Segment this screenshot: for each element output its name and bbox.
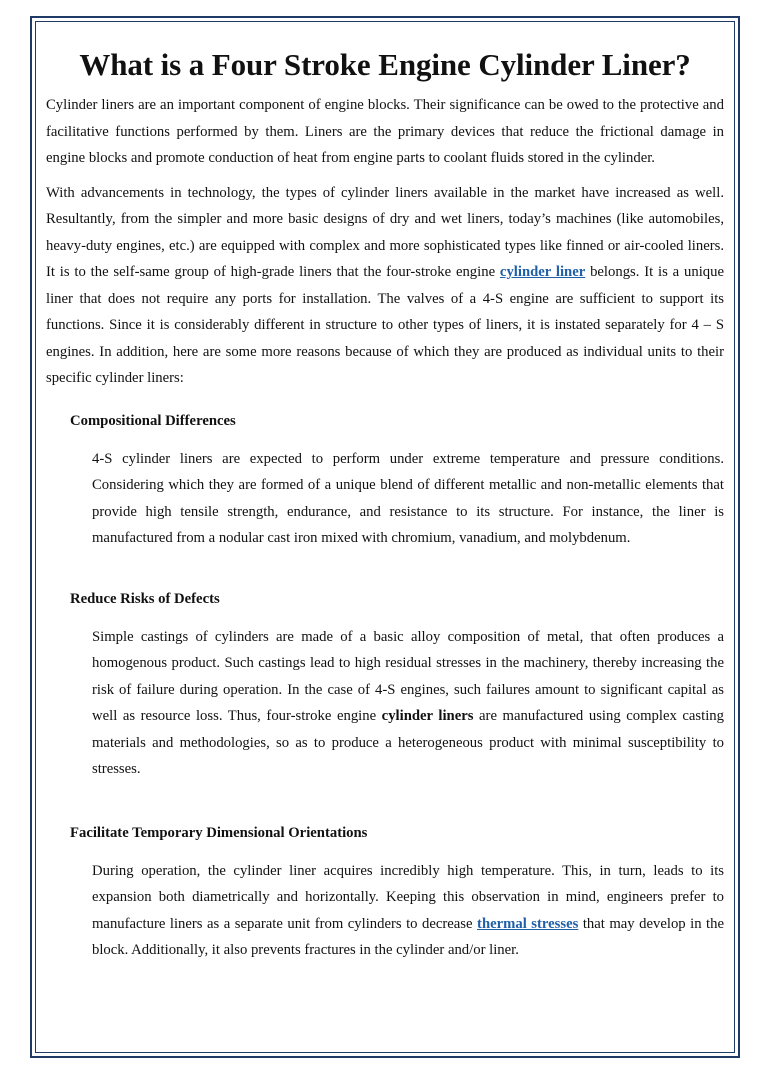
section-reduce-risks [70, 586, 724, 783]
section-dimensional-orientations [70, 820, 724, 964]
section-body [92, 858, 724, 964]
document-body [46, 44, 724, 964]
section-body-text-a: Simple castings of cylinders are made of a basic alloy composition of metal, that often produces a homogenous product. Such castings lead to high residual stresses in the machinery, thereby increasing the risk of failure during operation. In the case of 4-S engines, such failures amount to significant capital as well as resource loss. Thus, four-stroke engine [92, 628, 724, 724]
intro-paragraph-2-text-b: belongs. It is a unique liner that does not require any ports for installation. The valves of a 4-S engine are sufficient to support its functions. Since it is considerably different in structure to other types of liners, it is instated separately for 4 – S engines. In addition, here are some more reasons because of which they are produced as individual units to their specific cylinder liners: [46, 264, 724, 386]
section-body [92, 624, 724, 783]
section-body-text-a: During operation, the cylinder liner acquires incredibly high temperature. This, in turn, leads to its expansion both diametrically and horizontally. Keeping this observation in mind, engineers prefer to manufacture liners as a separate unit from cylinders to decrease [92, 862, 724, 932]
section-body-text-b: that may develop in the block. Additionally, it also prevents fractures in the cylinder and/or liner. [92, 915, 724, 958]
section-compositional-differences [70, 408, 724, 552]
section-heading: Reduce Risks of Defects [70, 590, 220, 607]
intro-paragraph-1: Cylinder liners are an important component of engine blocks. Their significance can be owed to the protective and facilitative functions performed by them. Liners are the primary devices that reduce the frictional damage in engine blocks and promote conduction of heat from engine parts to coolant fluids stored in the cylinder. [46, 97, 724, 166]
section-heading: Facilitate Temporary Dimensional Orientations [70, 824, 368, 841]
intro-paragraph-2 [46, 180, 724, 392]
page-title: What is a Four Stroke Engine Cylinder Liner? [79, 47, 691, 82]
intro-paragraph-2-text-a: With advancements in technology, the types of cylinder liners available in the market have increased as well. Resultantly, from the simpler and more basic designs of dry and wet liners, today’s machines (like automobiles, heavy-duty engines, etc.) are equipped with complex and more sophisticated types like finned or air-cooled liners. It is to the self-same group of high-grade liners that the four-stroke engine [46, 184, 724, 280]
section-body-text-b: are manufactured using complex casting materials and methodologies, so as to produce a heterogeneous product with minimal susceptibility to stresses. [92, 708, 724, 777]
thermal-stresses-link[interactable]: thermal stresses [477, 915, 579, 932]
section-heading: Compositional Differences [70, 412, 236, 429]
cylinder-liner-link[interactable]: cylinder liner [499, 264, 586, 280]
section-body: 4-S cylinder liners are expected to perform under extreme temperature and pressure conditions. Considering which they are formed of a unique blend of different metallic and non-metallic elements that provide high tensile strength, endurance, and resistance to its structure. For instance, the liner is manufactured from a nodular cast iron mixed with chromium, vanadium, and molybdenum. [92, 450, 724, 546]
cylinder-liners-bold: cylinder liners [381, 708, 474, 724]
